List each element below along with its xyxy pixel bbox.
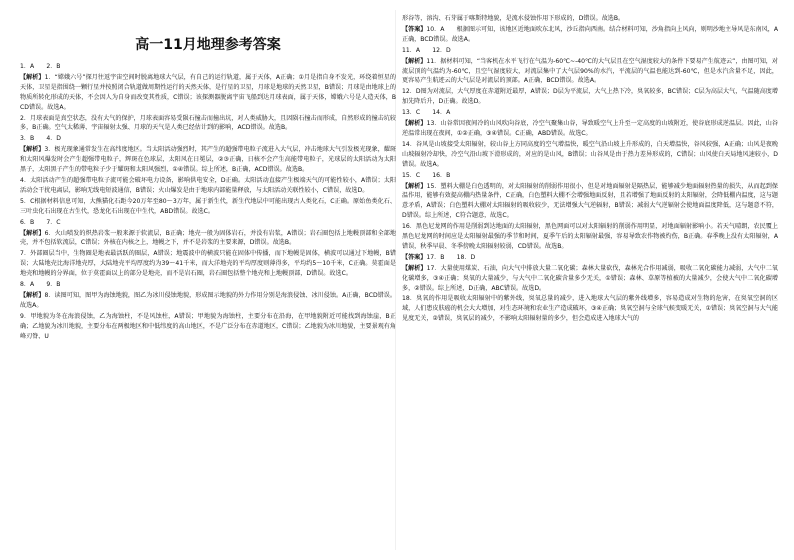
answer-text: 4．太阳活动产生的超强带电粒子流可能会破坏电力设备，影响供电安全，D正确。太阳活动直接产生极端天气的可能性较小，A错误；太阳活动会干扰电离层，影响无线电短波通信，B错误；火山爆发是由于地球内部能量释放，与太阳活动关联性较小，C错误，故选D。 (20, 176, 396, 194)
answer-paragraph (402, 182, 778, 222)
answer-text: 18．臭氧的作用是吸收太阳辐射中的紫外线，臭氧总量的减少，进入地球大气层的紫外线增多，容易造成对生物的危害，在臭氧空洞的区域，人们患皮肤癌的机会大大增加，对生态环境和农业生产造成破坏，③④正确；臭氧空洞与全球气候变暖无关，①错误；臭氧空洞与大气能见度无关，②错误，臭氧层的减少，不影响太阳辐射量的多少，但会造成进入地球大气的 (402, 295, 778, 323)
answer-text: 1．A 2．B (20, 63, 61, 70)
answer-paragraph (20, 197, 396, 217)
answer-text: 11．A 12．D (402, 46, 451, 54)
answer-paragraph (402, 57, 778, 87)
answer-tag: 【解析】 (20, 291, 45, 299)
answer-paragraph (402, 46, 778, 56)
answer-text: 5．C根据材料信息可知，大熊猫化石距今20万年至80～3万年，属于新生代，新生代地层中可能出现古人类化石，C正确。原始鱼类化石、三叶虫化石出现在古生代，恐龙化石出现在中生代，ABD错误。故选C。 (20, 197, 396, 215)
answer-paragraph (20, 229, 396, 249)
answer-paragraph (402, 222, 778, 252)
answer-text: 15．塑料大棚是白色透明的，对太阳辐射的削弱作用很小，但是对地面辐射是隔热层，能够减少地面辐射热量的损失，从而起到保温作用，能够有效提高棚内热量条件，C正确，白色塑料大棚不会增强地面反射，且若增强了地面反射的太阳辐射，会降低棚内温度，这与题意矛盾，A错误；白色塑料大棚对太阳辐射的吸收较少，无法增强大气逆辐射，B错误；减弱大气逆辐射会使地面温度降低，这与题意不符，D错误。综上所述，C符合题意，故选C。 (402, 182, 779, 220)
answer-text: 3．极光现象通常发生在高纬度地区。当太阳活动强烈时，其产生的超强带电粒子流进入大气层，冲击地球大气引发极光现象，耀斑和太阳风爆发时会产生超强带电粒子，辉斑在色球层，太阳风在日冕层，②③正确，日核不会产生高能带电粒子，光球层的太阳活动为太阳黑子，太阳黑子产生的带电粒子少于耀斑和太阳风强烈，①④错误。综上所述，B正确，ACD错误。故选B。 (20, 146, 396, 174)
answer-text: 8．A 9．B (20, 281, 61, 289)
answer-paragraph (402, 87, 778, 107)
answer-paragraph (20, 145, 396, 175)
answer-text: 15．C 16．B (402, 171, 451, 179)
answer-tag: 【答案】 (402, 25, 427, 33)
answer-text: 2．月球表面是真空状态，没有大气的保护，月球表面容易受陨石撞击而撞出坑，对人类威胁大，且因陨石撞击而形成，自然形成的撞击坑较多，B正确。空气太稀薄、宇宙辐射太强、月球的天气是人类已经估计到的影响，ACD错误。故选B。 (20, 114, 396, 132)
answer-text: 14．谷风是山坡接受太阳辐射，较山谷上方同高度的空气增温快，暖空气沿山坡上升形成的，白天增温快，谷风较强，A正确；山风是夜晚山坡辐射冷却快，冷空气沿山坡下滑形成的，对应的是山风，B错误；山谷风是由于热力差异形成的，C错误；山风使白天局地风速较小，D错误。故选A。 (402, 140, 778, 168)
answer-paragraph (402, 25, 778, 45)
answer-text: 10．A 根据图示可知，该地区近地面吹东北风，沙丘指向西南。结合材料可知，沙角指向上风向，则明沙地主导风是东南风，A正确，BCD错误。故选A。 (402, 25, 779, 43)
answer-text: 16．黑色尼龙网的作用是削弱到达地面的太阳辐射，黑色网面可以对太阳辐射的削弱作用明显，对地面辐射影响小。若天气晴朗，农民覆上黑色尼龙网的时间应是太阳辐射最强的季节和时间，夏季午后的太阳辐射最强，容易导致农作物被灼伤，B正确。春季晚上没有太阳辐射，A错误，秋季早晨、冬季傍晚太阳辐射较弱，CD错误。故选B。 (402, 223, 778, 250)
answer-text: 12．D图为对流层，大气厚度在赤道附近最厚，A错误；D层为平流层，大气上热下冷，臭氧较多，BC错误；C层为高层大气，气温随高度增加先降后升，D正确。故选D。 (402, 88, 778, 106)
answer-text: 13．山谷常因夜间冷的山风吹向谷底，冷空气聚集山谷，导致暖空气上升至一定高度的山坡附近，使谷底形成逆温层。因此，山谷逆温常出现在夜间，①②正确，③④错误。C正确，ABD错误。故选C。 (402, 120, 779, 137)
answer-paragraph (402, 108, 778, 118)
answer-paragraph (20, 176, 396, 196)
answer-text: 11．据材料可知，“当客机在水平飞行在气温为-60℃~-40℃的大气层且在空气湿度较大的条件下要易产生航迹云”，由图可知，对流层顶的气温约为-60℃，且空气湿度较大，对流层集中了大气层90%的水汽，平流层的气温也能达到-60℃，但是水汽含量不足，因此，更容易产生航迹云的大气层是对流层的顶部。A正确，BCD错误。故选A。 (402, 57, 778, 85)
answer-text: 1．“嫦娥六号”探月往返宇宙空间时脱离地球大气层，有自己的运行轨道，属于天体，A正确；①月是指自身不发光，环绕着恒星的天体，卫星是指围绕一颗行星并按照闭合轨道做周期性运行的天然天体，是行星的卫星，月球是地球的天然卫星，B错误；月球是由地球上的物质所转化形成的天体，不会因人为自身而改变其性质，C错误；该探测器脱离宇宙飞船到达月球表面，属于天体，嫦娥六号是人造天体，BCD错误。故选A。 (20, 73, 397, 111)
answer-text: 3．B 4．D (20, 135, 62, 143)
answer-tag: 【答案】 (402, 253, 427, 261)
right-column-body (402, 14, 778, 324)
answer-paragraph (20, 134, 396, 144)
answer-tag: 【解析】 (20, 73, 45, 81)
answer-paragraph (402, 264, 778, 294)
answer-paragraph (20, 73, 396, 113)
answer-paragraph (20, 218, 396, 228)
answer-paragraph (402, 140, 778, 170)
answer-tag: 【解析】 (20, 146, 45, 154)
left-column (20, 14, 396, 342)
answer-paragraph (402, 14, 778, 24)
answer-paragraph (20, 291, 396, 311)
right-column (402, 14, 778, 325)
answer-paragraph (20, 280, 396, 290)
answer-text: 6．B 7．C (20, 218, 61, 226)
page-title: 高一11月地理参考答案 (135, 37, 281, 53)
answer-paragraph (402, 253, 778, 263)
answer-tag: 【解析】 (402, 182, 427, 190)
answer-text: 9．甲地貌为冬在海浪侵蚀，乙为海蚀柱，不是风蚀柱，A错误；甲地貌为海蚀柱，主要分布在沿海，在甲地貌附近可能找到海蚀崖，B正确；乙地貌为冰川地貌，主要分布在两极地区和中低纬度的高山地区，不是广泛分布在赤道地区，C错误；乙地貌为冰川地貌，主要景观有角峰刃脊、U (20, 312, 396, 340)
answer-tag: 【解析】 (402, 120, 427, 128)
answer-paragraph (20, 312, 396, 342)
answer-text: 形谷等，溶沟、石芽属于喀斯特地貌，是流水侵蚀作用下形成的，D错误。故选B。 (402, 15, 625, 22)
answer-paragraph (20, 62, 396, 72)
answer-tag: 【解析】 (20, 229, 45, 237)
answer-paragraph (402, 171, 778, 181)
answer-paragraph (20, 114, 396, 134)
answer-tag: 【解析】 (402, 264, 427, 272)
answer-text: 13．C 14．A (402, 109, 451, 117)
answer-text: 6．火山喷发的炽热岩浆一般来源于软流层，B正确；地壳一般为固体岩石，并没有岩浆，A错误；岩石圈包括上地幔顶部和全部地壳，并不包括软流层，C错误；外核在内核之上，地幔之下，并不是岩浆的主要来源，D错误。故选B。 (20, 229, 396, 247)
answer-text: 8．读图可知，图甲为海蚀地貌，图乙为冰川侵蚀地貌，形成图示地貌的外力作用分别是海浪侵蚀、冰川侵蚀。A正确，BCD错误。故选A。 (20, 291, 396, 309)
answer-paragraph (20, 249, 396, 279)
answer-paragraph (402, 119, 778, 139)
answer-text: 17．大量使用煤炭、石油，向大气中排放大量二氧化碳；森林大量砍伐，森林光合作用减弱，吸收二氧化碳能力减弱，大气中二氧化碳增多，③④正确；臭氧的大量减少，与大气中二氧化碳含量多少无关，①错误；森林、草原等植被的大量减少，会使大气中二氧化碳增多，②错误。综上所述，D正确，ABC错误。故选D。 (402, 264, 779, 292)
answer-tag: 【解析】 (402, 57, 427, 65)
answer-text: 17．B 18．D (426, 253, 476, 261)
left-column-body (20, 62, 396, 341)
answer-paragraph (402, 294, 778, 324)
answer-text: 7．外部圈层当中，生物圈是地表最活跃的圈层，A错误；地震波中的横波只能在固体中传播，而下地幔是固体，横波可以通过下地幔，B错误；大陆地壳比海洋地壳厚，大陆地壳平均厚度约为39～41千米，而大洋地壳的平均厚度则薄得多，平均约5～10千米，C正确。莫霍面是地壳和地幔的分界面，位于莫霍面以上的部分是地壳，而不是岩石圈，岩石圈包括整个地壳和上地幔顶部，D错误。故选C。 (20, 250, 396, 278)
